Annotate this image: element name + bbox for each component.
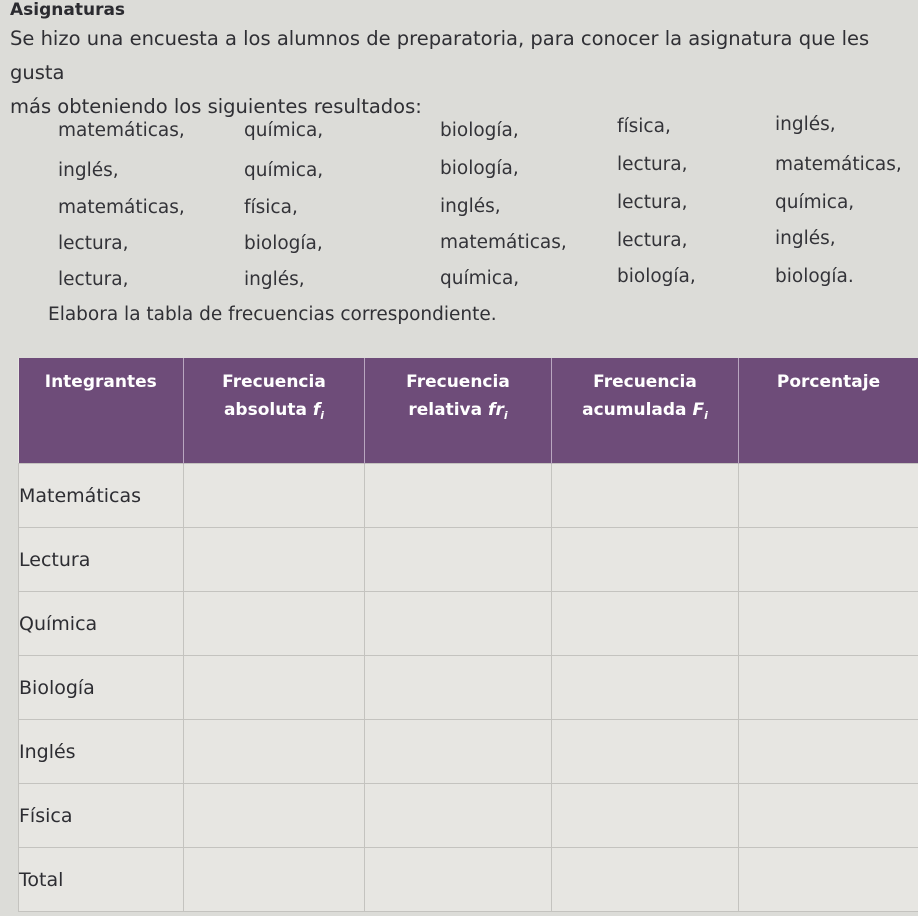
cell-empty bbox=[739, 720, 918, 784]
survey-word: biología, bbox=[244, 233, 323, 254]
cell-empty bbox=[365, 528, 552, 592]
survey-word: física, bbox=[244, 197, 298, 218]
row-label: Lectura bbox=[19, 528, 184, 592]
row-label: Matemáticas bbox=[19, 464, 184, 528]
cell-empty bbox=[184, 720, 365, 784]
cell-empty bbox=[552, 528, 739, 592]
intro-line-2: más obteniendo los siguientes resultados: bbox=[10, 95, 422, 118]
survey-word: física, bbox=[617, 116, 671, 137]
header-porcentaje: Porcentaje bbox=[739, 358, 918, 464]
survey-word: biología, bbox=[440, 120, 519, 141]
survey-word: lectura, bbox=[58, 269, 129, 290]
cell-empty bbox=[184, 848, 365, 912]
survey-word: biología, bbox=[617, 266, 696, 287]
cell-empty bbox=[184, 528, 365, 592]
header-frecuencia-absoluta: Frecuencia absoluta $f_i$ bbox=[184, 358, 365, 464]
survey-word: matemáticas, bbox=[58, 120, 185, 141]
cell-empty bbox=[365, 464, 552, 528]
survey-results bbox=[0, 110, 918, 300]
cell-empty bbox=[739, 848, 918, 912]
table-row bbox=[19, 784, 918, 848]
survey-word: biología. bbox=[775, 266, 854, 287]
header-frecuencia-acumulada: Frecuencia acumulada $F_i$ bbox=[552, 358, 739, 464]
survey-word: lectura, bbox=[617, 192, 688, 213]
survey-word: inglés, bbox=[244, 269, 305, 290]
survey-word: química, bbox=[244, 160, 324, 181]
survey-word: inglés, bbox=[58, 160, 119, 181]
table-row bbox=[19, 528, 918, 592]
table-row-total bbox=[19, 848, 918, 912]
cell-empty bbox=[184, 656, 365, 720]
cell-empty bbox=[739, 784, 918, 848]
survey-word: lectura, bbox=[617, 230, 688, 251]
table-row bbox=[19, 592, 918, 656]
cell-empty bbox=[365, 720, 552, 784]
survey-word: matemáticas, bbox=[58, 197, 185, 218]
cell-empty bbox=[739, 656, 918, 720]
header-frecuencia-relativa: Frecuencia relativa $fr_i$ bbox=[365, 358, 552, 464]
row-label: Química bbox=[19, 592, 184, 656]
survey-word: matemáticas, bbox=[775, 154, 902, 175]
survey-word: química, bbox=[244, 120, 324, 141]
cell-empty bbox=[552, 464, 739, 528]
cell-empty bbox=[552, 848, 739, 912]
cell-empty bbox=[365, 848, 552, 912]
table-row bbox=[19, 656, 918, 720]
row-label: Física bbox=[19, 784, 184, 848]
cell-empty bbox=[739, 592, 918, 656]
cell-empty bbox=[552, 720, 739, 784]
table-row bbox=[19, 720, 918, 784]
survey-word: inglés, bbox=[775, 228, 836, 249]
cell-empty bbox=[739, 464, 918, 528]
cell-empty bbox=[365, 592, 552, 656]
page-title: Asignaturas bbox=[10, 0, 126, 20]
table-header-row bbox=[19, 358, 918, 464]
survey-word: matemáticas, bbox=[440, 232, 567, 253]
survey-word: química, bbox=[440, 268, 520, 289]
survey-word: inglés, bbox=[775, 114, 836, 135]
cell-empty bbox=[184, 784, 365, 848]
row-label: Biología bbox=[19, 656, 184, 720]
survey-word: lectura, bbox=[58, 233, 129, 254]
intro-line-1: Se hizo una encuesta a los alumnos de preparatoria, para conocer la asignatura que les gusta bbox=[10, 27, 870, 84]
row-label: Inglés bbox=[19, 720, 184, 784]
table-row bbox=[19, 464, 918, 528]
header-integrantes: Integrantes bbox=[19, 358, 184, 464]
instruction-text: Elabora la tabla de frecuencias correspondiente. bbox=[48, 304, 497, 325]
row-label: Total bbox=[19, 848, 184, 912]
cell-empty bbox=[365, 784, 552, 848]
survey-word: química, bbox=[775, 192, 855, 213]
cell-empty bbox=[184, 592, 365, 656]
cell-empty bbox=[184, 464, 365, 528]
survey-word: biología, bbox=[440, 158, 519, 179]
survey-word: inglés, bbox=[440, 196, 501, 217]
cell-empty bbox=[552, 784, 739, 848]
frequency-table bbox=[18, 358, 918, 912]
intro-text bbox=[10, 22, 915, 124]
cell-empty bbox=[552, 592, 739, 656]
cell-empty bbox=[739, 528, 918, 592]
survey-word: lectura, bbox=[617, 154, 688, 175]
cell-empty bbox=[552, 656, 739, 720]
cell-empty bbox=[365, 656, 552, 720]
